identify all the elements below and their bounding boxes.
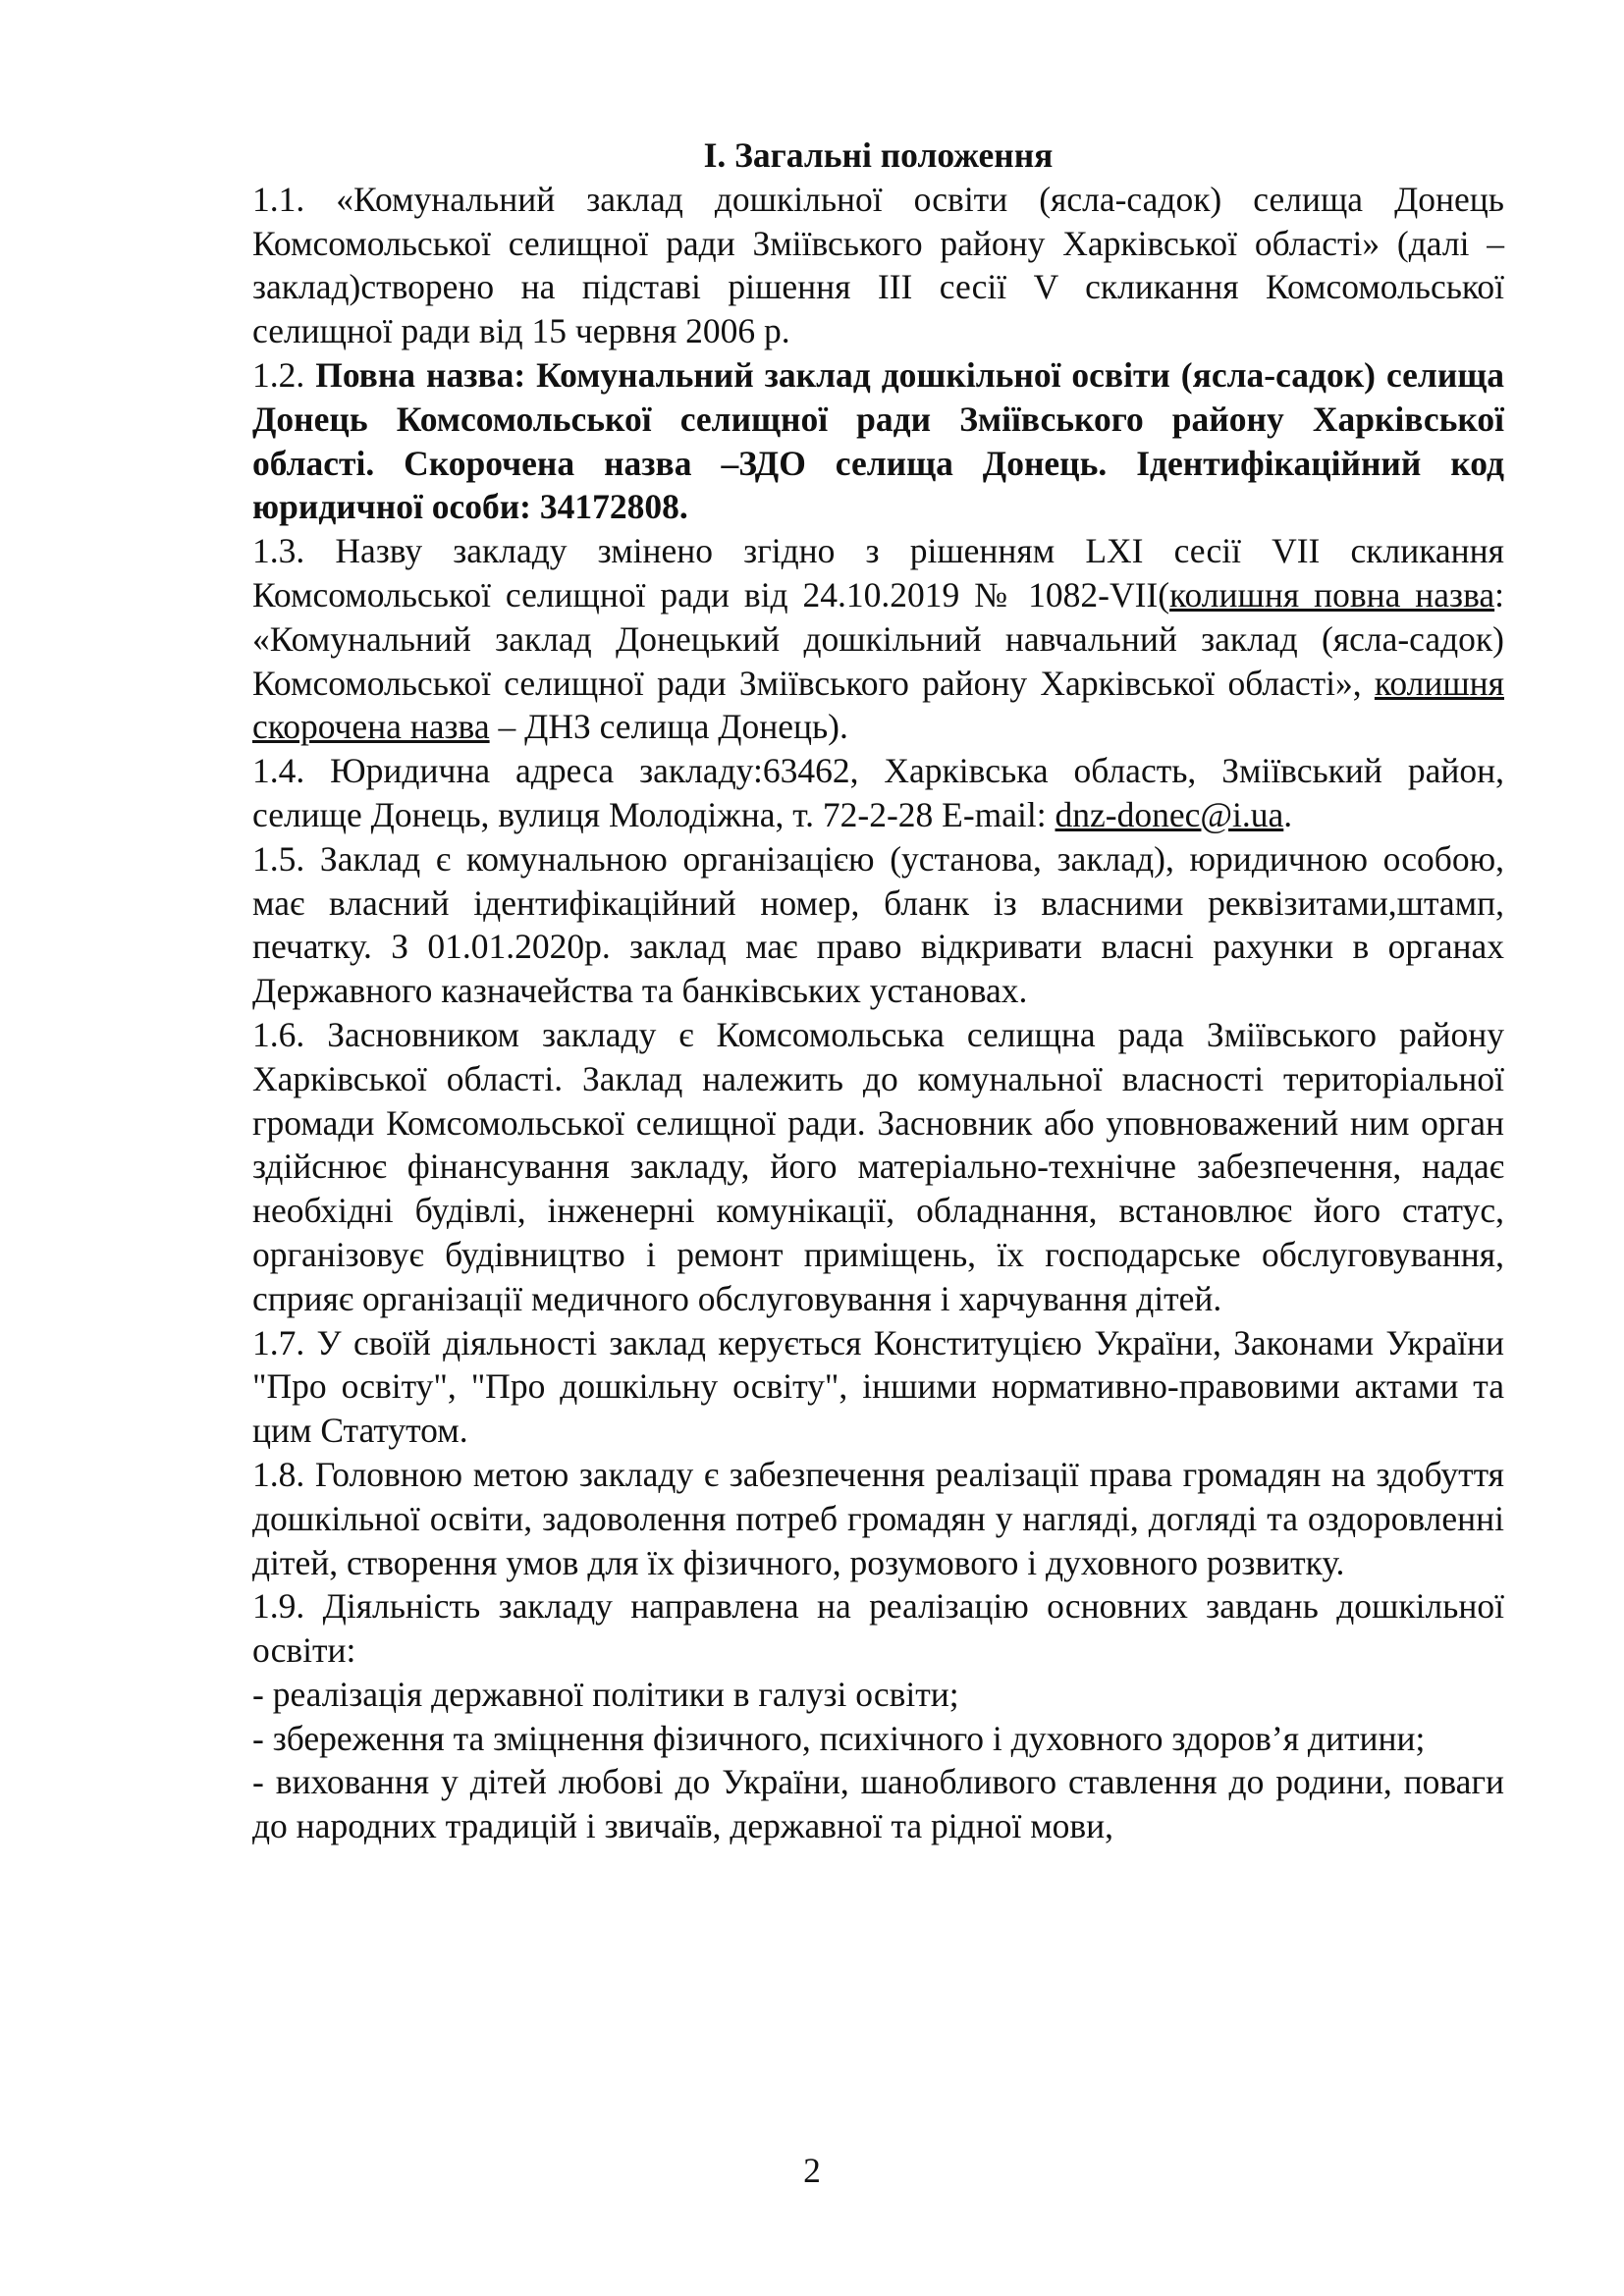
paragraph-1-2-number: 1.2. [252, 354, 316, 395]
paragraph-1-2 [252, 353, 1504, 529]
former-short-name-label: колишня скорочена назва [252, 663, 1504, 747]
paragraph-1-2-bold: Повна назва: Комунальний заклад дошкільної освіти (ясла-садок) селища Донець Комсомольської селищної ради Зміївського району Харківської області. Скорочена назва –ЗДО селища Донець. Ідентифікаційний код юридичної особи: 34172808. [252, 354, 1504, 527]
paragraph-1-8: 1.8. Головною метою закладу є забезпечення реалізації права громадян на здобуття дошкільної освіти, задоволення потреб громадян у нагляді, догляді та оздоровленні дітей, створення умов для їх фізичного, розумового і духовного розвитку. [252, 1454, 1504, 1582]
paragraph-1-3-part3: – ДНЗ селища Донець). [489, 707, 848, 747]
paragraph-1-7: 1.7. У своїй діяльності заклад керується Конституцією України, Законами України "Про освіту", "Про дошкільну освіту", іншими нормативно-правовими актами та цим Статутом. [252, 1322, 1504, 1451]
document-page [252, 133, 1504, 1848]
paragraph-1-6: 1.6. Засновником закладу є Комсомольська селищна рада Зміївського району Харківської області. Заклад належить до комунальної власності територіальної громади Комсомольської селищної ради. Засновник або уповноважений ним орган здійснює фінансування закладу, його матеріально-технічне забезпечення, надає необхідні будівлі, інженерні комунікації, обладнання, встановлює його статус, організовує будівництво і ремонт приміщень, їх господарське обслуговування, сприяє організації медичного обслуговування і харчування дітей. [252, 1014, 1504, 1318]
email-link[interactable]: dnz-donec@i.ua [1055, 794, 1284, 834]
paragraph-1-4 [252, 749, 1504, 837]
paragraph-1-3-part2: : «Комунальний заклад Донецький дошкільний навчальний заклад (ясла-садок) Комсомольської селищної ради Зміївського району Харківської області», [252, 574, 1504, 703]
former-full-name-label: колишня повна назва [1169, 574, 1495, 614]
paragraph-1-1: 1.1. «Комунальний заклад дошкільної освіти (ясла-садок) селища Донець Комсомольської селищної ради Зміївського району Харківської області» (далі – заклад)створено на підставі рішення ІІІ сесії V скликання Комсомольської селищної ради від 15 червня 2006 р. [252, 179, 1504, 351]
paragraph-1-3-part1: 1.3. Назву закладу змінено згідно з рішенням LXI сесії VII скликання Комсомольської селищної ради від 24.10.2019 № 1082-VII( [252, 531, 1504, 614]
list-item: - реалізація державної політики в галузі освіти; [252, 1674, 959, 1714]
page-number: 2 [803, 2151, 821, 2190]
section-title: І. Загальні положення [703, 135, 1054, 175]
paragraph-1-4-end: . [1283, 794, 1293, 834]
list-item: - збереження та зміцнення фізичного, психічного і духовного здоров’я дитини; [252, 1718, 1426, 1758]
paragraph-1-5: 1.5. Заклад є комунальною організацією (установа, заклад), юридичною особою, має власний ідентифікаційний номер, бланк із власними реквізитами,штамп, печатку. З 01.01.2020р. заклад має право відкривати власні рахунки в органах Державного казначейства та банківських установах. [252, 838, 1504, 1011]
paragraph-1-4-text: 1.4. Юридична адреса закладу:63462, Харківська область, Зміївський район, селище Донець, вулиця Молодіжна, т. 72-2-28 E-mail: [252, 751, 1504, 834]
paragraph-1-3 [252, 529, 1504, 749]
list-item: - виховання у дітей любові до України, шанобливого ставлення до родини, поваги до народних традицій і звичаїв, державної та рідної мови, [252, 1762, 1504, 1846]
paragraph-1-9: 1.9. Діяльність закладу направлена на реалізацію основних завдань дошкільної освіти: [252, 1586, 1504, 1671]
